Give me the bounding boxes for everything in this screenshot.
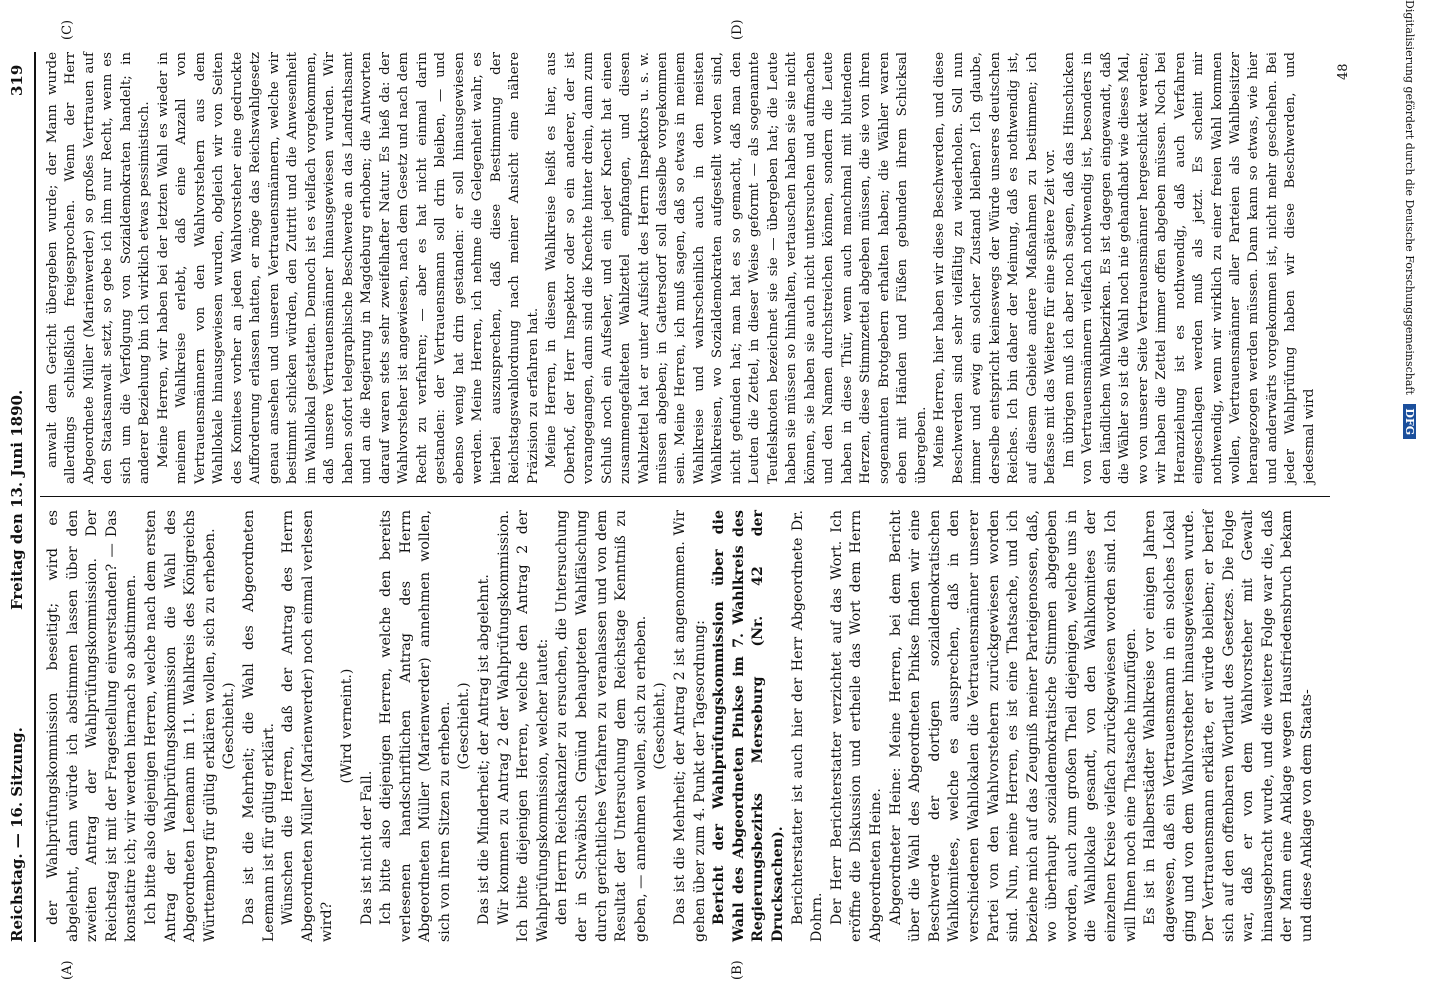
page-number: 319 [8, 64, 26, 96]
left-column-paragraph: (Wird verneint.) [338, 668, 355, 784]
left-column-paragraph: (Geschieht.) [456, 682, 473, 770]
margin-mark-c: (C) [60, 19, 75, 40]
margin-mark-b: (B) [730, 960, 745, 980]
right-column-paragraph: Meine Herren, wir haben bei der letzten Wahl es wieder in meinem Wahlkreise erlebt, daß eine Anzahl von Vertrauensmännern von den Wahlvorstehern aus dem Wahllokale hinausgewiesen wurden, obgleich wir von Seiten des Komitees vorher an jeden Wahlvorsteher eine gedruckte Aufforderung erlassen hatten, er möge das Reichswahlgesetz genau ansehen und unseren Vertrauensmännern, welche wir bestimmt schicken würden, den Zutritt und die Anwesenheit im Wahllokal gestatten. Dennoch ist es vielfach vorgekommen, daß unsere Vertrauensmänner hinausgewiesen wurden. Wir haben sofort telegraphische Beschwerde an das Landrathsamt und an die Regierung in Magdeburg erhoben; die Antworten darauf waren stets sehr zweifelhafter Natur. Es hieß da: der Wahlvorsteher ist angewiesen, nach dem Gesetz und nach dem Recht zu verfahren; — aber es hat nicht einmal darin gestanden: der Vertrauensmann soll drin bleiben, — und ebenso wenig hat drin gestanden: er soll hinausgewiesen werden. Meine Herren, ich nehme die Gelegenheit wahr, es hierbei auszusprechen, daß diese Bestimmung der Reichstagswahlordnung nach meiner Ansicht eine nähere Präzision zu erfahren hat. [155, 52, 541, 484]
credit-text: Digitalisierung gefördert durch die Deutsche Forschungsgemeinschaft [1403, 0, 1416, 395]
left-column-paragraph: Bericht der Wahlprüfungskommission über die Wahl des Abgeordneten Pinkse im 7. Wahlkreis des Regierungsbezirks Merseburg (Nr. 42 der Drucksachen). [711, 510, 786, 942]
running-header [8, 0, 34, 1000]
dfg-logo: DFG [1403, 404, 1416, 439]
margin-mark-d: (D) [730, 19, 745, 40]
left-column-paragraph: Das ist die Minderheit; der Antrag ist abgelehnt. [476, 574, 493, 925]
left-column-paragraph: Es ist in Halberstädter Wahlkreise vor einigen Jahren dagewesen, daß ein Vertrauensmann in ein solches Lokal ging und von dem Wahlvorsteher hinausgewiesen wurde. Der Vertrauensmann erklärte, er würde bleiben; er berief sich auf den offenbaren Wortlaut des Gesetzes. Die Folge war, daß er von dem Wahlvorsteher mit Gewalt hinausgebracht wurde, und die weitere Folge war die, daß der Mann eine Anklage wegen Hausfriedensbruch bekam und diese Anklage von dem Staats- [1142, 510, 1315, 942]
left-column-paragraph: (Geschieht.) [652, 682, 669, 770]
right-column-paragraph: Im übrigen muß ich aber noch sagen, daß das Hinschicken von Vertrauensmännern vielfach nothwendig ist, besonders in den ländlichen Wahlbezirken. Es ist dagegen eingewandt, daß die Wähler so ist die Wahl noch nie gehandhabt wie dieses Mal, wo von unserer Seite Vertrauensmänner hergeschickt werden; wir haben die Zettel immer offen abgeben müssen. Noch bei Heranziehung ist es nothwendig, daß auch Verfahren eingeschlagen werden muß als jetzt. Es scheint mir nothwendig, wenn wir wirklich zu einer freien Wahl kommen wollen, Vertrauensmänner aller Parteien als Wahlbeisitzer herangezogen werden müssen. Dann kann so etwas, wie hier und anderwärts vorgekommen ist, nicht mehr geschehen. Bei jeder Wahlprüfung haben wir diese Beschwerden, und jedesmal wird [1061, 51, 1317, 484]
left-column-paragraph: Wir kommen zu Antrag 2 der Wahlprüfungskommission. Ich bitte diejenigen Herren, welche den Antrag 2 der Wahlprüfungskommission, welcher lautet: [495, 510, 551, 942]
right-column [44, 52, 1334, 484]
left-column-paragraph: Das ist die Mehrheit; der Antrag 2 ist angenommen. Wir gehen über zum 4. Punkt der Tagesordnung: [672, 510, 708, 942]
left-column-paragraph: Ich bitte also diejenigen Herren, welche den bereits verlesenen handschriftlichen Antrag des Herrn Abgeordneten Müller (Marienwerder) annehmen wollen, sich von ihren Sitzen zu erheben. [378, 510, 453, 942]
right-column-paragraph: Meine Herren, hier haben wir diese Beschwerden, und diese Beschwerden sind sehr vielfältig zu wiederholen. Soll nun immer und ewig ein solcher Zustand bleiben? Ich glaube, derselbe entspricht keineswegs der Würde unseres deutschen Reiches. Ich bin daher der Meinung, daß es nothwendig ist, auf diesem Gebiete andere Maßnahmen zu bestimmen; ich befasse mit das Weitere für eine spätere Zeit vor. [932, 52, 1059, 484]
header-rule [34, 52, 36, 942]
signature-number: 48 [1336, 63, 1351, 80]
margin-mark-a: (A) [60, 960, 75, 980]
column-divider [40, 496, 1330, 497]
left-column-paragraph: Der Herr Berichterstatter verzichtet auf das Wort. Ich eröffne die Diskussion und ertheile das Wort dem Herrn Abgeordneten Heine. [828, 510, 884, 942]
left-column-paragraph: Das ist die Mehrheit; die Wahl des Abgeordneten Leemann ist für gültig erklärt. [240, 510, 277, 942]
left-column-paragraph: der Wahlprüfungskommission beseitigt; wird es abgelehnt, dann würde ich abstimmen lassen über den zweiten Antrag der Wahlprüfungskommission. Der Reichstag ist mit der Fragestellung einverstanden? — Das konstatire ich; wir werden hiernach so abstimmen. [45, 510, 140, 942]
left-column-paragraph: Berichterstatter ist auch hier der Herr Abgeordnete Dr. Dohrn. [789, 510, 826, 942]
header-left: Reichstag. — 16. Sitzung. [8, 727, 26, 942]
left-column-paragraph: den Herrn Reichskanzler zu ersuchen, die Untersuchung der in Schwäbisch Gmünd behaupteten Wahlfälschung durch gerichtliches Verfahren zu veranlassen und von dem Resultat der Untersuchung dem Reichstage Kenntniß zu geben, — annehmen wollen, sich zu erheben. [554, 510, 649, 942]
digitization-credit [1403, 0, 1416, 439]
header-date: Freitag den 13. Juni 1890. [8, 389, 26, 610]
right-column-paragraph: Meine Herren, in diesem Wahlkreise heißt es hier, aus Oberhof, der Herr Inspektor oder so ein anderer, der ist vorangegangen, dann sind die Knechte hinter drein, dann zum Schluß noch ein Aufseher, und ein jeder Knecht hat einen zusammengefalteten Wahlzettel empfangen, und diesen Wahlzettel hat er unter Aufsicht des Herrn Inspektors u. s. w. müssen abgeben; in Gattersdorf soll dasselbe vorgekommen sein. Meine Herren, ich muß sagen, daß so etwas in meinem Wahlkreise und wahrscheinlich auch in den meisten Wahlkreisen, wo Sozialdemokraten aufgestellt worden sind, nicht gefunden hat; man hat es so gemacht, daß man den Leuten die Zettel, in dieser Weise geformt — als sogenannte Teufelsknoten bezeichnet sie sie — übergeben hat; die Leute haben sie müssen so hinhalten, vertauschen haben sie sie nicht können, sie haben sie auch nicht untersuchen und aufmachen und den Namen durchstreichen können, sondern die Leute haben in diese Thür, wenn auch manchmal mit blutendem Herzen, diese Stimmzettel abgeben müssen, die sie von ihren sogenannten Brotgebern erhalten haben; die Wähler waren eben mit Händen und Füßen gebunden ihrem Schicksal übergeben. [544, 52, 929, 484]
left-column [44, 510, 1334, 942]
right-column-paragraph: anwalt dem Gericht übergeben wurde; der Mann wurde allerdings schließlich freigesprochen. Wenn der Herr Abgeordnete Müller (Marienwerder) so großes Vertrauen auf den Staatsanwalt setzt, so gebe ich ihm nur Recht, wenn es sich um die Verfolgung von Sozialdemokraten handelt; in anderer Beziehung bin ich wirklich etwas pessimistisch. [45, 52, 153, 484]
left-column-paragraph: (Geschieht.) [221, 682, 238, 770]
left-column-paragraph: Wünschen die Herren, daß der Antrag des Herrn Abgeordneten Müller (Marienwerder) noch einmal verlesen wird? [280, 510, 336, 942]
left-column-paragraph: Abgeordneter Heine: Meine Herren, bei dem Bericht über die Wahl des Abgeordneten Pinkse finden wir eine Beschwerde der dortigen sozialdemokratischen Wahlkomitees, welche es aussprechen, daß in den verschiedenen Wahllokalen die Vertrauensmänner unserer Partei von den Wahlvorstehern zurückgewiesen worden sind. Nun, meine Herren, es ist eine Thatsache, und ich beziehe mich auf das Zeugniß meiner Parteigenossen, daß, wo überhaupt sozialdemokratische Stimmen abgegeben worden, auch zum großen Theil diejenigen, welche uns in die Wahllokale gesandt, von den Wahlkomitees der einzelnen Kreise vielfach zurückgewiesen worden sind. Ich will Ihnen noch eine Thatsache hinzufügen. [887, 510, 1139, 942]
left-column-paragraph: Ich bitte also diejenigen Herren, welche nach dem ersten Antrag der Wahlprüfungskommission die Wahl des Abgeordneten Leemann im 11. Wahlkreis des Königreichs Württemberg für gültig erklären wollen, sich zu erheben. [142, 510, 218, 942]
left-column-paragraph: Das ist nicht der Fall. [358, 770, 375, 925]
